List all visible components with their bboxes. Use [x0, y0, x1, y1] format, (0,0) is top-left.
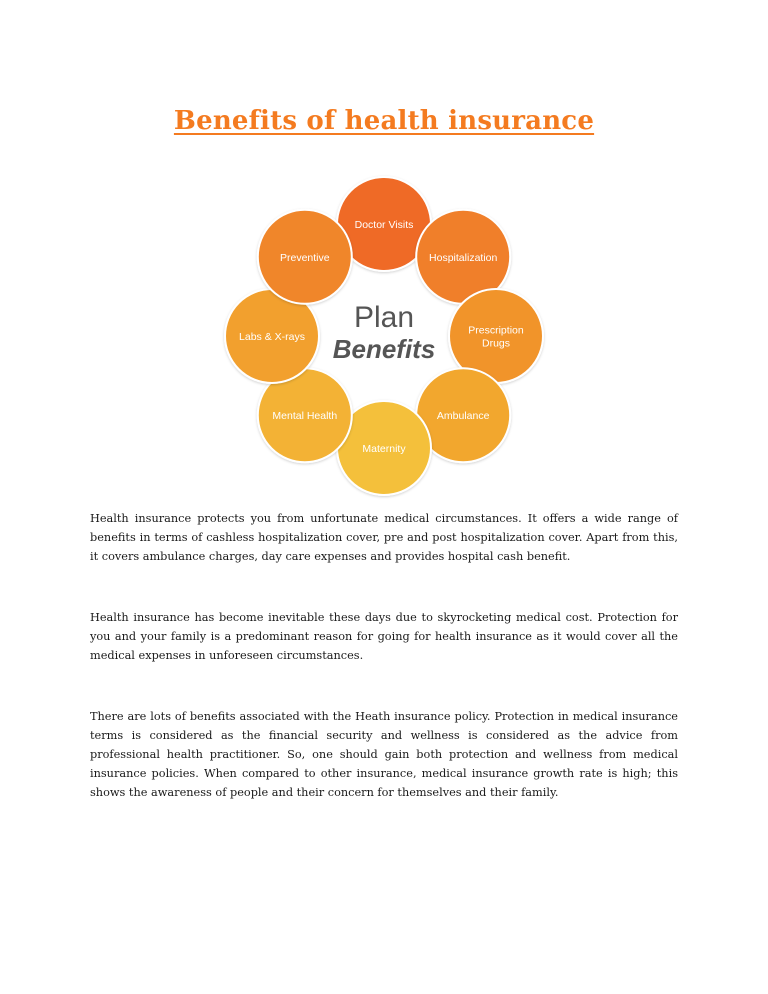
benefit-node-preventive [258, 210, 352, 304]
center-label [333, 301, 436, 364]
benefit-label-prescription-drugs: Prescription [468, 324, 524, 337]
center-label-plan: Plan [353, 301, 415, 334]
benefit-label-hospitalization: Hospitalization [429, 251, 498, 264]
benefit-label-prescription-drugs: Drugs [481, 337, 511, 350]
paragraph-2: Health insurance has become inevitable these days due to skyrocketing medical cost. Protection for you and your family is a predominant reason for going for health insurance as it would cover all the medical expenses in unforeseen circumstances. [90, 611, 678, 662]
benefit-label-labs-x-rays: Labs & X-rays [239, 331, 305, 343]
benefit-label-mental-health: Mental Health [272, 410, 338, 423]
paragraph-3: There are lots of benefits associated with the Heath insurance policy. Protection in medical insurance terms is considered as the financial security and wellness is considered as the advice from professional health practitioner. So, one should gain both protection and wellness from medical insurance policies. When compared to other insurance, medical insurance growth rate is high; this shows the awareness of people and their concern for themselves and their family. [90, 710, 678, 799]
benefit-label-preventive: Preventive [279, 251, 330, 264]
benefit-label-ambulance: Ambulance [436, 410, 490, 423]
page-title: Benefits of health insurance [173, 106, 595, 136]
center-label-benefits: Benefits [332, 334, 436, 364]
paragraph-1: Health insurance protects you from unfortunate medical circumstances. It offers a wide range of benefits in terms of cashless hospitalization cover, pre and post hospitalization cover. Apart from this, it covers ambulance charges, day care expenses and provides hospital cash benefit. [90, 512, 678, 563]
benefit-label-maternity: Maternity [362, 443, 406, 455]
benefit-label-doctor-visits: Doctor Visits [354, 219, 414, 231]
